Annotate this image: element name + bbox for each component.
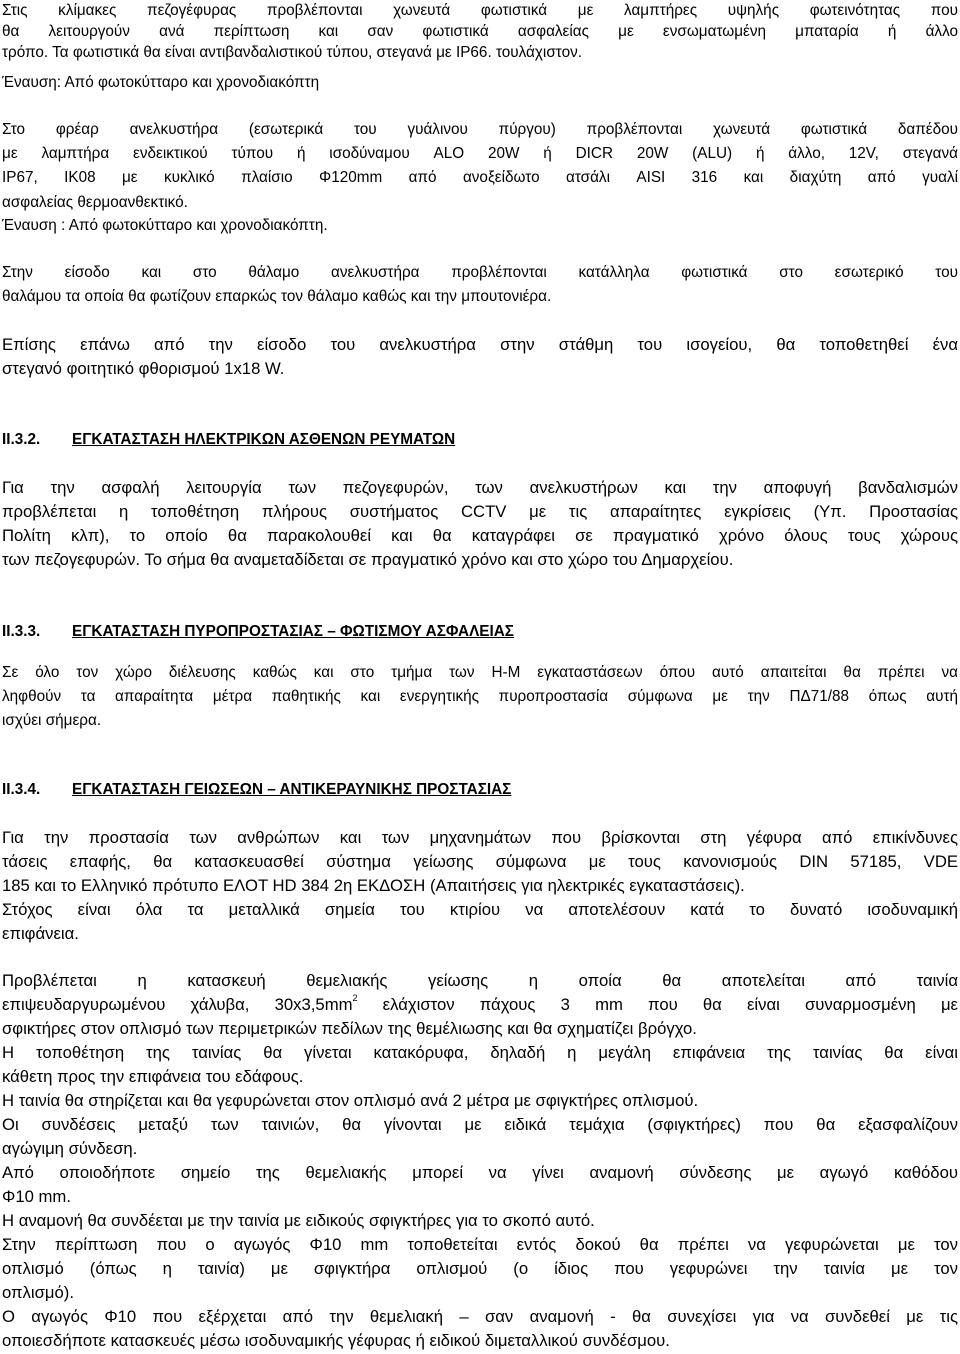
section-title: ΕΓΚΑΤΑΣΤΑΣΗ ΠΥΡΟΠΡΟΣΤΑΣΙΑΣ – ΦΩΤΙΣΜΟΥ ΑΣΦΑΛΕΙΑΣ: [72, 623, 514, 640]
paragraph-line: IP67, IK08 με κυκλικό πλαίσιο Φ120mm από ανοξείδωτο ατσάλι AISI 316 και διαχύτη από γυαλί: [2, 169, 958, 186]
paragraph-line: ισχύει σήμερα.: [2, 712, 102, 729]
paragraph-line: Από οποιοδήποτε σημείο της θεμελιακής μπορεί να γίνει αναμονή σύνδεσης με αγωγό καθόδου: [2, 1163, 958, 1182]
paragraph-line: Επίσης επάνω από την είσοδο του ανελκυστήρα στην στάθμη του ισογείου, θα τοποθετηθεί ένα: [2, 335, 958, 354]
paragraph-line: Φ10 mm.: [2, 1187, 71, 1206]
section-title: ΕΓΚΑΤΑΣΤΑΣΗ ΗΛΕΚΤΡΙΚΩΝ ΑΣΘΕΝΩΝ ΡΕΥΜΑΤΩΝ: [72, 431, 456, 448]
paragraph-line: οπλισμό).: [2, 1283, 74, 1302]
paragraph-line: στεγανό φοιτητικό φθορισμού 1x18 W.: [2, 359, 285, 378]
paragraph-line: [2, 993, 958, 1014]
paragraph-line: τρόπο. Τα φωτιστικά θα είναι αντιβανδαλιστικού τύπου, στεγανά με IP66. τουλάχιστον.: [2, 44, 583, 61]
section-number: II.3.2.: [2, 431, 41, 448]
paragraph-line: προβλέπεται η τοποθέτηση πλήρους συστήματος CCTV με τις απαραίτητες εγκρίσεις (Υπ. Προστασίας: [2, 502, 958, 521]
paragraph-line: ληφθούν τα απαραίτητα μέτρα παθητικής και ενεργητικής πυροπροστασία σύμφωνα με την ΠΔ71/88 όπως αυτή: [2, 688, 958, 705]
paragraph-line: Στις κλίμακες πεζογέφυρας προβλέπονται χωνευτά φωτιστικά με λαμπτήρες υψηλής φωτεινότητας που: [2, 2, 958, 19]
paragraph-line: Ο αγωγός Φ10 που εξέρχεται από την θεμελιακή – σαν αναμονή - θα συνεχίσει για να συνδεθεί με τις: [2, 1307, 958, 1326]
text-run: ελάχιστον πάχους 3 mm που θα είναι συναρμοσμένη με: [357, 995, 958, 1014]
paragraph-line: με λαμπτήρα ενδεικτικού τύπου ή ισοδύναμου ALO 20W ή DICR 20W (ALU) ή άλλο, 12V, στεγανά: [2, 145, 958, 162]
paragraph-line: των πεζογεφυρών. Το σήμα θα αναμεταδίδεται σε πραγματικό χρόνο και στο χώρο του Δημαρχείου.: [2, 550, 734, 569]
paragraph-line: Οι συνδέσεις μεταξύ των ταινιών, θα γίνονται με ειδικά τεμάχια (σφιγκτήρες) που θα εξασφαλίζουν: [2, 1115, 958, 1134]
paragraph-line: οπλισμό (όπως η ταινία) με σφιγκτήρα οπλισμού (ο ίδιος που γεφυρώνει την ταινία με τον: [2, 1259, 958, 1278]
paragraph-line: Στο φρέαρ ανελκυστήρα (εσωτερικά του γυάλινου πύργου) προβλέπονται χωνευτά φωτιστικά δαπέδου: [2, 121, 958, 138]
paragraph-line: Η τοποθέτηση της ταινίας θα γίνεται κατακόρυφα, δηλαδή η μεγάλη επιφάνεια της ταινίας θα είναι: [2, 1043, 958, 1062]
paragraph-line: θα λειτουργούν ανά περίπτωση και σαν φωτιστικά ασφαλείας με ενσωματωμένη μπαταρία ή άλλο: [2, 23, 958, 40]
paragraph-line: Έναυση: Από φωτοκύτταρο και χρονοδιακόπτη: [2, 74, 320, 91]
section-number: II.3.3.: [2, 623, 41, 640]
paragraph-line: Η ταινία θα στηρίζεται και θα γεφυρώνεται στον οπλισμό ανά 2 μέτρα με σφιγκτήρες οπλισμού.: [2, 1091, 699, 1110]
paragraph-line: Έναυση : Από φωτοκύτταρο και χρονοδιακόπτη.: [2, 217, 328, 234]
section-title: ΕΓΚΑΤΑΣΤΑΣΗ ΓΕΙΩΣΕΩΝ – ΑΝΤΙΚΕΡΑΥΝΙΚΗΣ ΠΡΟΣΤΑΣΙΑΣ: [72, 781, 512, 798]
paragraph-line: Προβλέπεται η κατασκευή θεμελιακής γείωσης η οποία θα αποτελείται από ταινία: [2, 971, 958, 990]
paragraph-line: Στην είσοδο και στο θάλαμο ανελκυστήρα προβλέπονται κατάλληλα φωτιστικά στο εσωτερικό του: [2, 264, 958, 281]
paragraph-line: οποιεσδήποτε κατασκευές μέσω ισοδυναμικής γέφυρας ή ειδικού διμεταλλικού συνδέσμου.: [2, 1331, 670, 1350]
paragraph-line: Στην περίπτωση που ο αγωγός Φ10 mm τοποθετείται εντός δοκού θα πρέπει να γεφυρώνεται με τον: [2, 1235, 958, 1254]
paragraph-line: Για την ασφαλή λειτουργία των πεζογεφυρών, των ανελκυστήρων και την αποφυγή βανδαλισμών: [2, 478, 958, 497]
superscript: 2: [352, 993, 358, 1003]
paragraph-line: Στόχος είναι όλα τα μεταλλικά σημεία του κτιρίου να αποτελέσουν κατά το δυνατό ισοδυναμική: [2, 900, 958, 919]
paragraph-line: Η αναμονή θα συνδέεται με την ταινία με ειδικούς σφιγκτήρες για το σκοπό αυτό.: [2, 1211, 595, 1230]
paragraph-line: Σε όλο τον χώρο διέλευσης καθώς και στο τμήμα των Η-Μ εγκαταστάσεων όπου αυτό απαιτείται θα πρέπει να: [2, 664, 958, 681]
paragraph-line: θαλάμου τα οποία θα φωτίζουν επαρκώς τον θάλαμο καθώς και την μπουτονιέρα.: [2, 288, 552, 305]
paragraph-line: σφικτήρες στον οπλισμό των περιμετρικών πεδίλων της θεμέλιωσης και θα σχηματίζει βρόγχο.: [2, 1019, 697, 1038]
paragraph-line: Πολίτη κλπ), το οποίο θα παρακολουθεί και θα καταγράφει σε πραγματικό χρόνο όλους τους χώρους: [2, 526, 958, 545]
paragraph-line: τάσεις επαφής, θα κατασκευασθεί σύστημα γείωσης σύμφωνα με τους κανονισμούς DIN 57185, VDE: [2, 852, 958, 871]
paragraph-line: ασφαλείας θερμοανθεκτικό.: [2, 194, 188, 211]
paragraph-line: επιφάνεια.: [2, 924, 79, 943]
text-run: επιψευδαργυρωμένου χάλυβα, 30x3,5mm: [2, 995, 353, 1014]
paragraph-line: Για την προστασία των ανθρώπων και των μηχανημάτων που βρίσκονται στη γέφυρα από επικίνδυνες: [2, 828, 958, 847]
paragraph-line: κάθετη προς την επιφάνεια του εδάφους.: [2, 1067, 304, 1086]
section-number: II.3.4.: [2, 781, 41, 798]
paragraph-line: αγώγιμη σύνδεση.: [2, 1139, 138, 1158]
paragraph-line: 185 και το Ελληνικό πρότυπο ΕΛΟΤ HD 384 2η ΕΚΔΟΣΗ (Απαιτήσεις για ηλεκτρικές εγκαταστάσεις).: [2, 876, 745, 895]
